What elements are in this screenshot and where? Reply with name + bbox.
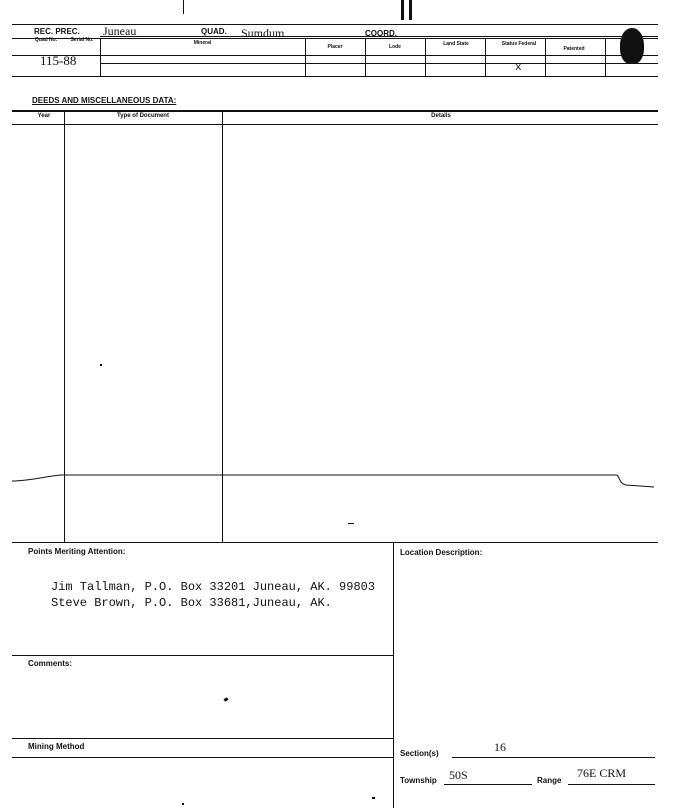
claim-table-bottom	[12, 76, 658, 77]
points-label: Points Meriting Attention:	[28, 547, 126, 556]
deeds-column-year: Year	[37, 113, 51, 119]
column-land-state: Land State	[443, 41, 469, 47]
top-edge-mark	[401, 0, 404, 20]
range-line	[568, 784, 655, 785]
quad-value: Sumdum	[241, 26, 285, 40]
column-serial-no: Serial No.	[70, 37, 94, 43]
section-value: 16	[494, 740, 506, 754]
coord-label: COORD.	[365, 29, 397, 38]
points-line-1: Jim Tallman, P.O. Box 33201 Juneau, AK. 99803	[51, 580, 376, 594]
speck	[372, 797, 375, 799]
col-sep	[485, 38, 486, 76]
location-label: Location Description:	[400, 548, 483, 557]
deeds-header-rule	[12, 124, 658, 125]
quad-label: QUAD.	[201, 27, 227, 36]
claim-header-divider	[12, 55, 658, 56]
blot-mark	[620, 28, 644, 64]
col-sep	[545, 38, 546, 76]
lower-top-rule	[12, 542, 658, 543]
header-underline	[100, 36, 658, 37]
speck	[100, 364, 102, 366]
quad-no-value: 115-88	[40, 53, 77, 68]
column-quad-no: Quad No.	[34, 37, 58, 43]
top-edge-mark	[409, 0, 412, 20]
column-lode: Lode	[389, 44, 401, 50]
deeds-column-type: Type of Document	[117, 113, 169, 119]
lower-divider	[393, 542, 394, 808]
mining-method-label: Mining Method	[28, 742, 85, 751]
col-sep	[365, 38, 366, 76]
speck	[182, 803, 184, 805]
speck	[348, 523, 354, 524]
deeds-title: DEEDS AND MISCELLANEOUS DATA:	[32, 96, 177, 105]
column-patented: Patented	[563, 46, 585, 52]
rec-prec-label: REC. PREC.	[34, 27, 80, 36]
mining-rule	[12, 738, 393, 739]
col-sep	[605, 38, 606, 76]
comments-rule	[12, 655, 393, 656]
col-sep	[425, 38, 426, 76]
range-value: 76E CRM	[577, 766, 627, 780]
claim-table-top	[12, 38, 658, 39]
speck	[224, 697, 229, 702]
claim-row-mid	[100, 63, 658, 64]
col-sep	[100, 38, 101, 76]
rec-prec-value: Juneau	[103, 24, 137, 38]
township-label: Township	[400, 776, 437, 785]
status-federal-mark: x	[515, 62, 522, 74]
comments-label: Comments:	[28, 659, 73, 668]
column-placer: Placer	[327, 44, 343, 50]
column-status-federal: Status Federal	[501, 41, 537, 47]
range-label: Range	[537, 776, 562, 785]
top-edge-tick	[183, 0, 184, 14]
column-mineral: Mineral	[193, 40, 212, 46]
section-line	[452, 757, 655, 758]
deeds-column-details: Details	[431, 113, 451, 119]
deeds-rule	[12, 110, 658, 112]
township-value: 50S	[449, 768, 468, 782]
col-sep	[305, 38, 306, 76]
page-join-line	[0, 465, 678, 495]
points-line-2: Steve Brown, P.O. Box 33681,Juneau, AK.	[51, 596, 332, 610]
township-line	[444, 784, 532, 785]
section-label: Section(s)	[400, 749, 439, 758]
mining-line	[12, 757, 393, 758]
